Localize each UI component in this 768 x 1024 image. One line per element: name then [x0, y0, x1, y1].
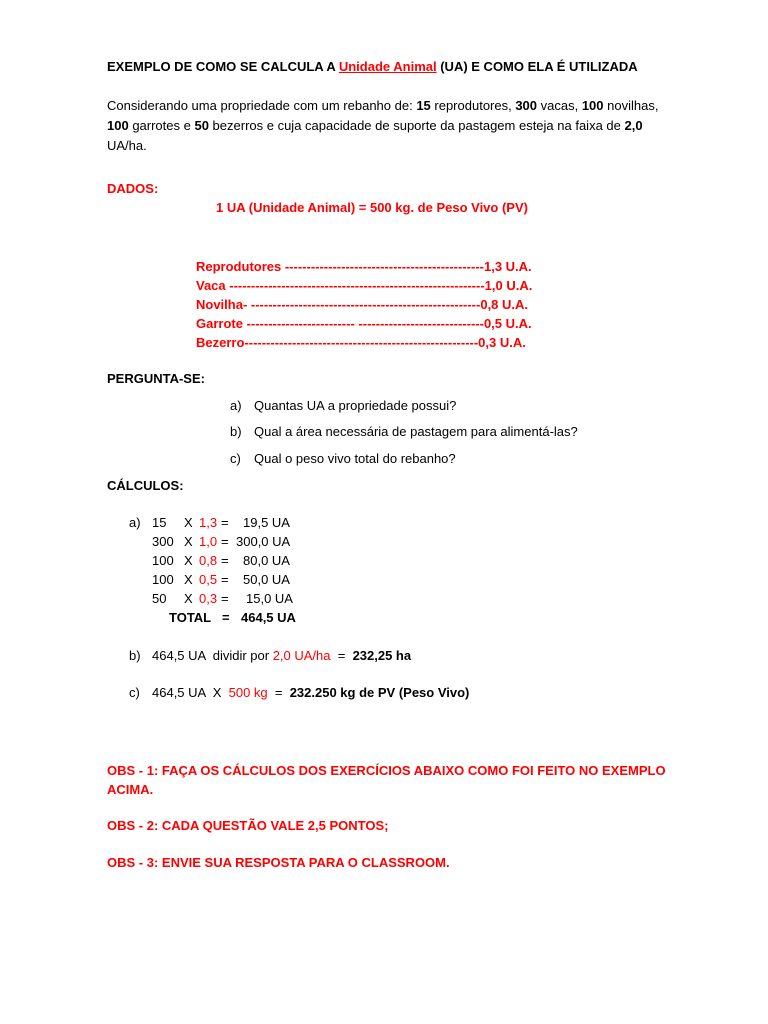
intro-text: novilhas,: [603, 98, 659, 113]
calc-x: X: [184, 553, 193, 568]
calc-x: X: [184, 515, 193, 530]
intro-paragraph: [107, 96, 667, 156]
calc-result: 50,0 UA: [243, 572, 290, 587]
calc-b-rate: 2,0 UA/ha: [272, 648, 331, 663]
calc-result: 300,0 UA: [236, 534, 291, 549]
calc-factor: 0,8: [199, 553, 218, 568]
intro-text: UA/ha.: [107, 138, 147, 153]
intro-number: 100: [581, 98, 604, 113]
dados-row: Novilha- -----------------------------------------------------0,8 U.A.: [196, 297, 529, 312]
pergunta-heading: PERGUNTA-SE:: [107, 371, 205, 386]
calc-total-label: TOTAL: [169, 610, 212, 625]
intro-text: reprodutores,: [430, 98, 516, 113]
question-item: [230, 451, 456, 466]
dados-row: Vaca -----------------------------------------------------------1,0 U.A.: [196, 278, 533, 293]
obs-note-3: OBS - 3: ENVIE SUA RESPOSTA PARA O CLASSROOM.: [107, 855, 450, 870]
question-text: Quantas UA a propriedade possui?: [254, 398, 457, 413]
calc-x: X: [184, 572, 193, 587]
calc-c-text: 464,5 UA X: [152, 685, 229, 700]
dados-row: Bezerro------------------------------------------------------0,3 U.A.: [196, 335, 526, 350]
calc-factor: 1,3: [199, 515, 218, 530]
intro-number: 2,0: [624, 118, 643, 133]
calc-eq: =: [221, 515, 229, 530]
calc-c-line: [129, 685, 469, 700]
calc-result: 15,0 UA: [246, 591, 293, 606]
obs-note-1: OBS - 1: FAÇA OS CÁLCULOS DOS EXERCÍCIOS ABAIXO COMO FOI FEITO NO EXEMPLO ACIMA.: [107, 763, 666, 797]
calc-total-eq: =: [222, 610, 230, 625]
calc-result: 80,0 UA: [243, 553, 290, 568]
calc-b-eq: =: [330, 648, 353, 663]
calc-eq: =: [221, 572, 229, 587]
calc-a-label: a): [129, 515, 141, 530]
ua-definition: 1 UA (Unidade Animal) = 500 kg. de Peso Vivo (PV): [216, 200, 528, 215]
intro-number: 100: [107, 118, 129, 133]
intro-text: vacas,: [537, 98, 582, 113]
dados-heading: DADOS:: [107, 181, 159, 196]
calc-factor: 0,5: [199, 572, 218, 587]
intro-number: 300: [515, 98, 538, 113]
dados-row: Reprodutores ----------------------------------------------1,3 U.A.: [196, 259, 532, 274]
calc-factor: 1,0: [199, 534, 218, 549]
calc-result: 19,5 UA: [243, 515, 290, 530]
calc-qty: 300: [152, 534, 174, 549]
calc-qty: 15: [152, 515, 167, 530]
calc-x: X: [184, 534, 193, 549]
question-label: a): [230, 398, 242, 413]
calc-total-value: 464,5 UA: [241, 610, 296, 625]
title-link-unidade-animal[interactable]: Unidade Animal: [338, 59, 437, 74]
calc-qty: 50: [152, 591, 167, 606]
calculos-heading: CÁLCULOS:: [107, 478, 184, 493]
intro-text: garrotes e: [128, 118, 195, 133]
calc-eq: =: [221, 553, 229, 568]
calc-c-result: 232.250 kg de PV (Peso Vivo): [289, 685, 470, 700]
calc-c-weight: 500 kg: [228, 685, 268, 700]
question-text: Qual a área necessária de pastagem para alimentá-las?: [254, 424, 578, 439]
question-label: c): [230, 451, 241, 466]
obs-note-2: OBS - 2: CADA QUESTÃO VALE 2,5 PONTOS;: [107, 818, 389, 833]
calc-eq: =: [221, 534, 229, 549]
calc-c-eq: =: [267, 685, 290, 700]
calc-qty: 100: [152, 553, 174, 568]
question-item: [230, 424, 578, 439]
calc-eq: =: [221, 591, 229, 606]
document-title: [107, 59, 638, 74]
question-text: Qual o peso vivo total do rebanho?: [254, 451, 456, 466]
question-item: [230, 398, 456, 413]
title-suffix: (UA) E COMO ELA É UTILIZADA: [436, 59, 638, 74]
calc-x: X: [184, 591, 193, 606]
intro-text: bezerros e cuja capacidade de suporte da pastagem esteja na faixa de: [208, 118, 625, 133]
intro-number: 15: [416, 98, 431, 113]
intro-number: 50: [194, 118, 209, 133]
calc-b-label: b): [129, 648, 141, 663]
question-label: b): [230, 424, 242, 439]
calc-factor: 0,3: [199, 591, 218, 606]
calc-b-text: 464,5 UA dividir por: [152, 648, 273, 663]
title-prefix: EXEMPLO DE COMO SE CALCULA A: [107, 59, 339, 74]
calc-qty: 100: [152, 572, 174, 587]
dados-row: Garrote ------------------------- -----------------------------0,5 U.A.: [196, 316, 532, 331]
intro-text: Considerando uma propriedade com um rebanho de:: [107, 98, 417, 113]
calc-b-result: 232,25 ha: [352, 648, 412, 663]
calc-b-line: [129, 648, 411, 663]
calc-c-label: c): [129, 685, 140, 700]
